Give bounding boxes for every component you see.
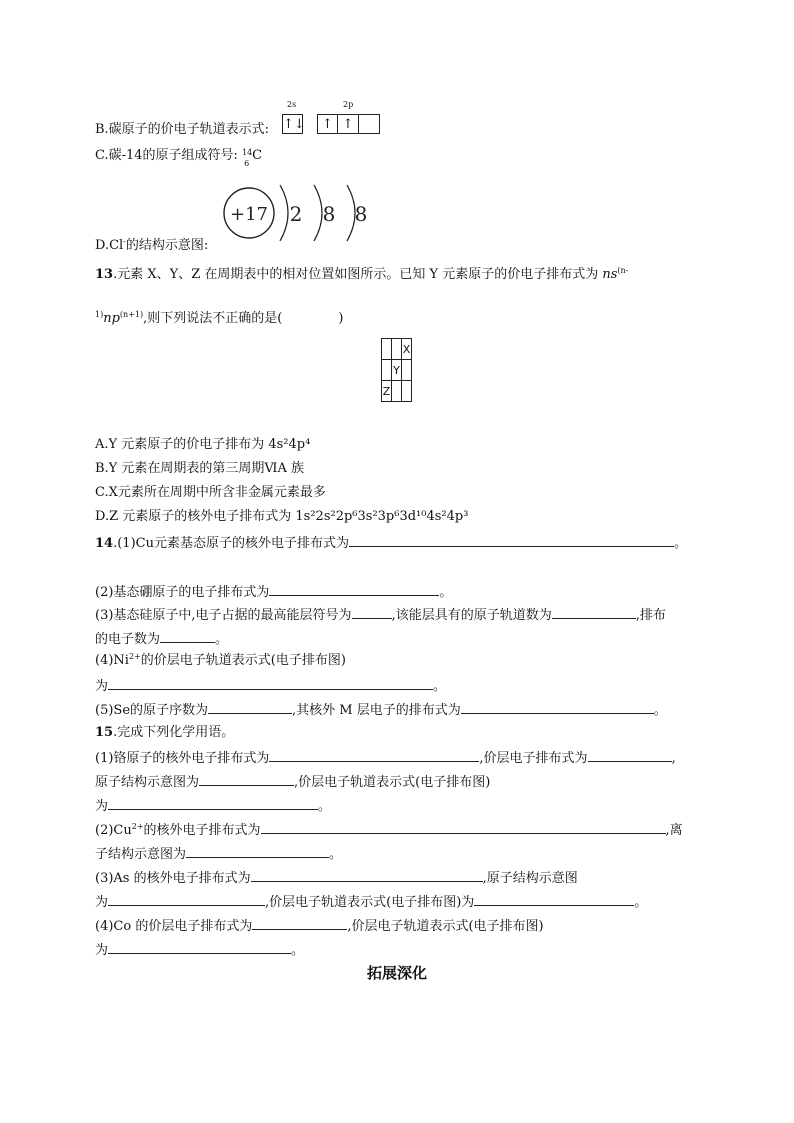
shell-arc-1 (280, 185, 288, 241)
q13-number: 13 (95, 267, 114, 282)
q15-p1d: 原子结构示意图为 (95, 775, 200, 790)
q15-p1-end: 。 (318, 799, 332, 814)
q14-p4c: 为 (95, 679, 109, 694)
cl-charge: - (123, 237, 126, 246)
grid-cell-x: X (402, 339, 412, 360)
orbital-2p-arrow-1: ↑ (322, 117, 333, 132)
q14-blank-5a[interactable] (208, 700, 292, 714)
q14-p3-end: 。 (215, 632, 229, 647)
shell-electrons-2: 8 (322, 202, 336, 226)
q13-option-b: B.Y 元素在周期表的第三周期ⅥA 族 (95, 461, 304, 476)
q14-part3-cont (95, 629, 228, 649)
q15-p4-end: 。 (291, 943, 305, 958)
q14-part2 (95, 582, 452, 602)
q15-blank-2b[interactable] (186, 844, 329, 858)
cl-ion-structure-diagram (222, 180, 382, 248)
q14-p3a: (3)基态硅原子中,电子占据的最高能层符号为 (95, 608, 352, 623)
q13-option-d: D.Z 元素原子的核外电子排布式为 1s²2s²2p⁶3s²3p⁶3d¹⁰4s²4p³ (95, 509, 469, 524)
option-c-line (95, 147, 263, 168)
shell-arc-2 (314, 185, 322, 241)
q15-blank-1a[interactable] (269, 748, 479, 762)
q14-blank-2[interactable] (269, 582, 439, 596)
q15-p2c: ,离 (665, 823, 683, 838)
q15-blank-3c[interactable] (474, 892, 634, 906)
q15-p3d: ,价层电子轨道表示式(电子排布图)为 (265, 895, 475, 910)
periodic-position-grid (381, 338, 412, 402)
q14-blank-3b[interactable] (552, 605, 636, 619)
q13-ns: ns (602, 267, 618, 282)
q14-p4b: 的价层电子轨道表示式(电子排布图) (140, 653, 346, 668)
section-title: 拓展深化 (366, 964, 427, 982)
q14-p4-end: 。 (433, 679, 447, 694)
label-2s: 2s (287, 100, 297, 109)
q15-blank-4a[interactable] (252, 916, 347, 930)
q15-p1e: ,价层电子轨道表示式(电子排布图) (294, 775, 491, 790)
q15-p2a: (2)Cu (95, 823, 132, 838)
q15-number: 15 (95, 725, 114, 740)
q15-blank-2a[interactable] (261, 820, 666, 834)
q14-p5-end: 。 (653, 703, 667, 718)
option-d-text-after: 的结构示意图: (125, 238, 209, 253)
q13-np: np (103, 311, 120, 326)
orbital-2s-arrows: ↑↓ (283, 117, 305, 132)
q15-p1b: ,价层电子排布式为 (479, 751, 588, 766)
q15-part1-cont2 (95, 796, 331, 816)
q15-blank-1b[interactable] (588, 748, 672, 762)
q15-part4 (95, 916, 544, 936)
orbital-2p-box-3 (359, 114, 380, 134)
q14-part5 (95, 700, 667, 720)
c14-atomic-number: 6 (244, 159, 250, 168)
option-d-line (95, 237, 208, 255)
grid-cell-z: Z (382, 381, 392, 402)
q14-number: 14 (95, 536, 114, 551)
q14-p3c: ,排布 (635, 608, 666, 623)
q15-part2-cont (95, 844, 342, 864)
q14-p3d: 的电子数为 (95, 632, 161, 647)
q15-p3a: (3)As 的核外电子排布式为 (95, 871, 251, 886)
c14-symbol: C (252, 148, 263, 163)
q15-title-text: .完成下列化学用语。 (113, 725, 235, 740)
q13-line2 (95, 310, 343, 328)
q15-title (95, 724, 234, 742)
q14-blank-1[interactable] (349, 533, 674, 547)
q15-part4-cont (95, 940, 304, 960)
q15-part1 (95, 748, 676, 768)
q14-blank-5b[interactable] (461, 700, 654, 714)
c14-mass-number: 14 (242, 148, 253, 157)
option-d-text: D.Cl (95, 238, 124, 253)
q15-part3-cont (95, 892, 647, 912)
orbital-2p-box-1 (317, 114, 338, 134)
q15-blank-1c[interactable] (199, 772, 294, 786)
q14-part3 (95, 605, 666, 625)
q15-p4a: (4)Co 的价层电子排布式为 (95, 919, 253, 934)
q15-p4b: ,价层电子轨道表示式(电子排布图) (347, 919, 544, 934)
q13-line1 (95, 266, 628, 284)
q13-option-a: A.Y 元素原子的价电子排布为 4s²4p⁴ (95, 437, 311, 452)
shell-electrons-1: 2 (289, 202, 303, 226)
q15-blank-3b[interactable] (108, 892, 265, 906)
q14-blank-4[interactable] (108, 676, 433, 690)
q14-part4-cont (95, 676, 446, 696)
orbital-2p-arrow-2: ↑ (342, 117, 354, 132)
q15-p2-sup: 2+ (131, 822, 144, 831)
q14-p2-text: (2)基态硼原子的电子排布式为 (95, 585, 270, 600)
q13-close-paren: ) (338, 311, 344, 326)
q15-p2-end: 。 (329, 847, 343, 862)
q14-p4a: (4)Ni (95, 653, 129, 668)
q13-text2: ,则下列说法不正确的是( (143, 311, 283, 326)
q15-p2b: 的核外电子排布式为 (143, 823, 261, 838)
q14-p1-text: .(1)Cu元素基态原子的核外电子排布式为 (113, 536, 349, 551)
q14-blank-3a[interactable] (352, 605, 392, 619)
q15-p3-end: 。 (634, 895, 648, 910)
q14-p5b: ,其核外 M 层电子的排布式为 (292, 703, 461, 718)
orbital-2p-box-2 (338, 114, 359, 134)
q13-sup2: 1) (95, 310, 104, 319)
q15-part3 (95, 868, 578, 888)
q13-sup1: (n- (617, 266, 629, 275)
label-2p: 2p (343, 100, 354, 109)
q14-p5a: (5)Se的原子序数为 (95, 703, 209, 718)
option-c-text: C.碳-14的原子组成符号: (95, 148, 243, 163)
q15-p3b: ,原子结构示意图 (482, 871, 578, 886)
q15-blank-4b[interactable] (108, 940, 291, 954)
q15-blank-1d[interactable] (108, 796, 318, 810)
q15-part2 (95, 820, 683, 840)
q14-p2-end: 。 (439, 585, 453, 600)
orbital-2s-box (282, 114, 303, 134)
q15-p1a: (1)铬原子的核外电子排布式为 (95, 751, 270, 766)
q15-p4c: 为 (95, 943, 109, 958)
q14-p4-sup: 2+ (128, 652, 141, 661)
q13-option-c: C.X元素所在周期中所含非金属元素最多 (95, 485, 326, 500)
q14-blank-3c[interactable] (160, 629, 215, 643)
option-b-text: B.碳原子的价电子轨道表示式: (95, 122, 270, 137)
q15-blank-3a[interactable] (251, 868, 483, 882)
q14-p1-end: 。 (673, 536, 687, 551)
q13-sup3: (n+1) (119, 310, 144, 319)
q14-part1 (95, 533, 687, 553)
q15-p1f: 为 (95, 799, 109, 814)
q15-p1c: , (671, 751, 676, 766)
q13-text1: .元素 X、Y、Z 在周期表中的相对位置如图所示。已知 Y 元素原子的价电子排布式为 (113, 267, 603, 282)
q15-p3c: 为 (95, 895, 109, 910)
grid-cell-y: Y (392, 360, 402, 381)
q15-part1-cont (95, 772, 490, 792)
q14-p3b: ,该能层具有的原子轨道数为 (391, 608, 552, 623)
shell-electrons-3: 8 (354, 202, 368, 226)
q14-part4 (95, 652, 346, 670)
nucleus-charge: +17 (230, 204, 268, 225)
q15-p2d: 子结构示意图为 (95, 847, 187, 862)
